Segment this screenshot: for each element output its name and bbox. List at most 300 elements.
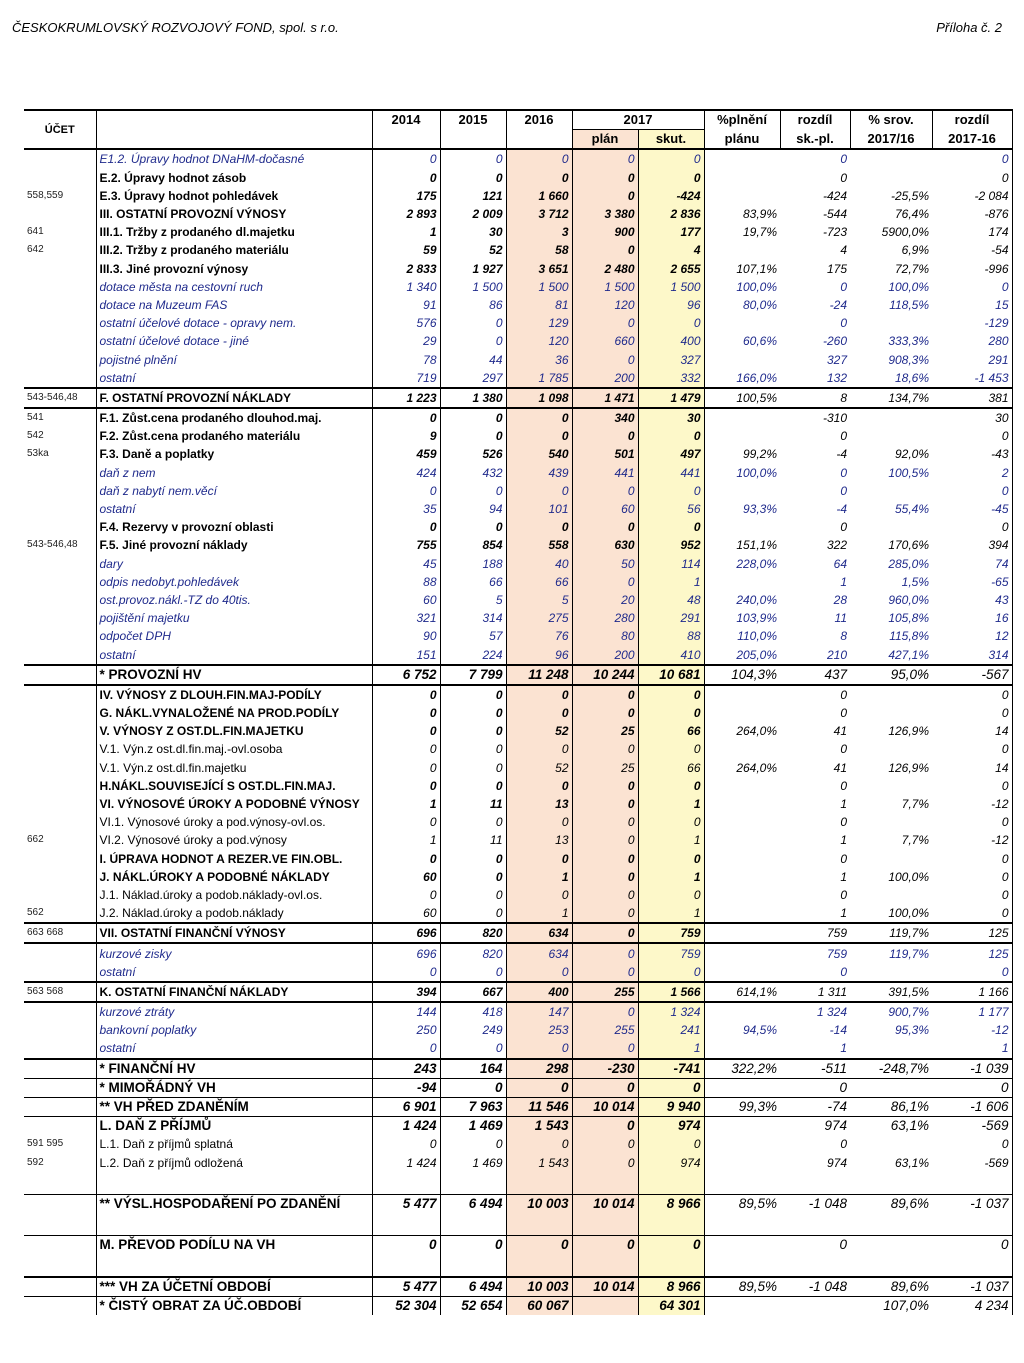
value-srov [850,314,932,332]
value-skut: 759 [638,923,704,943]
value-2015: 188 [440,555,506,573]
value-rozdil: 327 [826,352,848,367]
value-2014: 0 [372,1235,440,1254]
value-rozdil-2017-16: 74 [932,555,1012,573]
value-2015: 0 [440,314,506,332]
table-row [24,665,1012,685]
value-rozdil: 0 [780,1235,850,1254]
value-rozdil-2017-16 [932,1213,1012,1236]
value-srov: 105,8% [888,611,930,626]
value-pct-plneni: 60,6% [742,334,778,349]
value-srov: 92,0% [894,447,930,462]
row-label: I. ÚPRAVA HODNOT A REZER.VE FIN.OBL. [96,850,372,868]
row-label: J. NÁKL.ÚROKY A PODOBNÉ NÁKLADY [96,868,372,886]
value-plan: 0 [572,169,638,187]
value-rozdil: 1 311 [780,982,850,1002]
value-plan: 3 380 [572,205,638,223]
value-srov: 285,0% [888,556,930,571]
value-2015: 0 [440,904,506,923]
value-plan: 10 014 [572,1097,638,1116]
value-2016: 13 [506,795,572,813]
value-rozdil-2017-16: -876 [932,205,1012,223]
value-skut: 0 [638,149,704,168]
value-2016: 3 [506,223,572,241]
value-2016: 1 785 [506,369,572,388]
row-label: kurzové ztráty [96,1002,372,1021]
income-statement-table [24,109,1013,1315]
account-code [24,350,96,368]
value-rozdil: 1 324 [816,1005,848,1020]
account-code: 592 [24,1154,96,1172]
value-pct-plneni: 103,9% [736,611,778,626]
account-code [24,464,96,482]
skut-header: skut. [638,130,704,150]
value-2014: 0 [372,704,440,722]
row-label: ostatní [96,1039,372,1058]
value-rozdil: 0 [840,483,848,498]
value-2016: 0 [506,1078,572,1097]
table-row [24,795,1012,813]
value-2016: 0 [506,704,572,722]
value-rozdil: 322 [826,538,848,553]
company-name: ČESKOKRUMLOVSKÝ ROZVOJOVÝ FOND, spol. s r.o. [12,20,339,35]
value-2016: 0 [506,963,572,982]
value-2014: 1 424 [372,1117,440,1136]
table-row [24,314,1012,332]
value-srov: 89,6% [850,1194,932,1213]
value-pct-plneni [704,740,780,758]
value-pct-plneni [704,685,780,704]
value-rozdil: -4 [836,447,848,462]
value-2015: 6 494 [440,1277,506,1297]
row-label: F.2. Zůst.cena prodaného materiálu [96,427,372,445]
row-label: J.1. Náklad.úroky a podob.náklady-ovl.os. [96,886,372,904]
value-2015: 249 [440,1021,506,1039]
value-2014: 0 [372,1135,440,1153]
table-row [24,1039,1012,1058]
row-label: * MIMOŘÁDNÝ VH [96,1078,372,1097]
row-label: VI.1. Výnosové úroky a pod.výnosy-ovl.os. [96,813,372,831]
value-rozdil-2017-16 [932,1172,1012,1195]
value-rozdil-2017-16: 0 [932,904,1012,923]
account-code [24,1021,96,1039]
row-label [96,1172,372,1195]
value-pct-plneni [704,943,780,962]
value-skut: 114 [638,555,704,573]
account-code: 543-546,48 [24,388,96,408]
value-rozdil-2017-16: 0 [932,685,1012,704]
row-label: pojištění majetku [96,609,372,627]
value-2015: 52 654 [440,1297,506,1316]
value-2014: 0 [372,886,440,904]
value-srov: 86,1% [850,1097,932,1116]
value-2016: 10 003 [506,1194,572,1213]
account-code [24,500,96,518]
value-pct-plneni [704,795,780,813]
value-2015: 0 [440,759,506,777]
account-code [24,1059,96,1079]
table-row [24,813,1012,831]
value-rozdil-2017-16: 1 177 [932,1002,1012,1021]
value-pct-plneni: 205,0% [736,647,778,662]
value-rozdil: 0 [780,685,850,704]
value-rozdil: -424 [822,188,848,203]
row-label: L.1. Daň z příjmů splatná [96,1135,372,1153]
value-pct-plneni: 151,1% [736,538,778,553]
value-srov: 63,1% [850,1117,932,1136]
value-pct-plneni: 240,0% [736,592,778,607]
value-rozdil-2017-16: 0 [932,278,1012,296]
value-plan: 900 [572,223,638,241]
value-2015: 0 [440,685,506,704]
value-2016: 1 098 [506,388,572,408]
value-2016: 0 [506,518,572,536]
value-2014: 5 477 [372,1194,440,1213]
rozdil-sub-header: sk.-pl. [780,130,850,150]
value-2015: 1 469 [440,1117,506,1136]
value-skut: 8 966 [638,1277,704,1297]
value-2016: 13 [506,831,572,849]
value-rozdil: 8 [840,629,848,644]
account-code [24,1039,96,1058]
value-pct-plneni [704,923,780,943]
account-code [24,609,96,627]
value-rozdil-2017-16: 291 [932,350,1012,368]
value-2016: 0 [506,408,572,427]
value-plan: 10 244 [572,665,638,685]
value-rozdil [780,1213,850,1236]
value-plan [572,1254,638,1277]
pct-plneni-header: %plnění [704,110,780,130]
value-rozdil [780,1172,850,1195]
ucet-header: ÚČET [24,110,96,149]
value-srov: 100,0% [888,279,930,294]
value-srov [850,963,932,982]
row-label: III. OSTATNÍ PROVOZNÍ VÝNOSY [96,205,372,223]
row-label: VI. VÝNOSOVÉ ÚROKY A PODOBNÉ VÝNOSY [96,795,372,813]
value-2014: 576 [372,314,440,332]
value-2014: 91 [372,296,440,314]
row-label [96,1254,372,1277]
value-2014: 0 [372,850,440,868]
table-row [24,982,1012,1002]
value-plan: 0 [572,850,638,868]
value-plan: 0 [572,831,638,849]
table-row [24,904,1012,923]
value-rozdil-2017-16: -45 [932,500,1012,518]
value-rozdil: 0 [840,429,848,444]
value-rozdil-2017-16: 0 [932,518,1012,536]
account-code: 563 568 [24,982,96,1002]
row-label: III.3. Jiné provozní výnosy [96,260,372,278]
value-rozdil-2017-16: 30 [932,408,1012,427]
account-code [24,1078,96,1097]
value-2014 [372,1254,440,1277]
value-plan: 0 [572,923,638,943]
value-pct-plneni: 264,0% [736,724,778,739]
account-code [24,369,96,388]
account-code: 642 [24,241,96,259]
account-code: 558,559 [24,187,96,205]
value-skut: 0 [638,685,704,704]
value-2015: 86 [440,296,506,314]
account-code [24,1117,96,1136]
value-2016: 0 [506,1039,572,1058]
value-rozdil: 1 [840,906,848,921]
value-rozdil-2017-16: 394 [932,536,1012,554]
value-rozdil-2017-16: 0 [932,1078,1012,1097]
value-skut: 241 [638,1021,704,1039]
value-skut: 759 [638,943,704,962]
value-2014: 719 [372,369,440,388]
value-plan: 0 [572,187,638,205]
value-pct-plneni: 104,3% [704,665,780,685]
value-plan: 441 [572,464,638,482]
value-2014: 0 [372,685,440,704]
value-plan: 0 [572,1002,638,1021]
table-row [24,740,1012,758]
value-2014: 321 [372,609,440,627]
value-2014: 0 [372,169,440,187]
value-2014: 5 477 [372,1277,440,1297]
value-2016: 0 [506,886,572,904]
table-row [24,205,1012,223]
table-row [24,722,1012,740]
value-2016: 1 500 [506,278,572,296]
account-code: 562 [24,904,96,923]
value-plan: 0 [572,704,638,722]
value-pct-plneni [704,427,780,445]
row-label: dotace města na cestovní ruch [96,278,372,296]
value-rozdil: 41 [833,760,848,775]
value-rozdil-2017-16: 1 [932,1039,1012,1058]
row-label: III.1. Tržby z prodaného dl.majetku [96,223,372,241]
table-row [24,963,1012,982]
value-plan: 0 [572,350,638,368]
value-2015: 432 [440,464,506,482]
value-rozdil-2017-16: 0 [932,169,1012,187]
value-rozdil-2017-16: -54 [932,241,1012,259]
value-srov [850,685,932,704]
value-2015: 0 [440,408,506,427]
value-pct-plneni: 89,5% [704,1194,780,1213]
value-pct-plneni: 100,5% [704,388,780,408]
value-2015: 44 [440,350,506,368]
value-pct-plneni [704,904,780,923]
value-2016: 1 543 [506,1117,572,1136]
value-2015: 5 [440,591,506,609]
value-pct-plneni [704,149,780,168]
value-rozdil: 0 [840,706,848,721]
account-code: 662 [24,831,96,849]
value-skut: 497 [638,445,704,463]
table-row [24,1297,1012,1316]
value-srov: 115,8% [889,629,930,644]
rozdil-header: rozdíl [780,110,850,130]
value-rozdil-2017-16: -569 [932,1154,1012,1172]
value-rozdil: 0 [840,742,848,757]
year-2016-header: 2016 [506,110,572,130]
value-plan: 0 [572,904,638,923]
value-skut: 0 [638,518,704,536]
table-row [24,500,1012,518]
value-rozdil-2017-16: -569 [932,1117,1012,1136]
row-label: VI.2. Výnosové úroky a pod.výnosy [96,831,372,849]
value-pct-plneni: 228,0% [736,556,778,571]
value-plan [572,1213,638,1236]
account-code [24,886,96,904]
value-srov [850,427,932,445]
value-2014: 29 [372,332,440,350]
table-row [24,868,1012,886]
value-rozdil-2017-16 [932,1254,1012,1277]
value-srov: 89,6% [850,1277,932,1297]
value-rozdil: 1 [840,1041,848,1056]
table-row [24,555,1012,573]
row-label: F.3. Daně a poplatky [96,445,372,463]
value-plan: 280 [572,609,638,627]
value-rozdil: -544 [822,207,848,222]
value-2014: 60 [372,591,440,609]
value-2014: 9 [372,427,440,445]
value-plan: 0 [572,1135,638,1153]
account-code [24,740,96,758]
table-row [24,1117,1012,1136]
value-rozdil: 0 [840,170,848,185]
value-2014: 144 [372,1002,440,1021]
value-2014: 1 [372,795,440,813]
value-srov [850,1172,932,1195]
value-2014: 1 424 [372,1154,440,1172]
account-code [24,868,96,886]
value-pct-plneni: 93,3% [742,502,778,517]
value-srov: 119,7% [850,923,932,943]
value-2014: 0 [372,482,440,500]
value-pct-plneni [704,868,780,886]
account-code [24,1254,96,1277]
value-2016: 120 [506,332,572,350]
table-row [24,645,1012,664]
value-srov [850,777,932,795]
value-pct-plneni [704,1213,780,1236]
value-2014: 0 [372,1039,440,1058]
value-pct-plneni [704,1135,780,1153]
value-2016: 96 [506,645,572,664]
row-label: F.1. Zůst.cena prodaného dlouhod.maj. [96,408,372,427]
value-2016 [506,1213,572,1236]
value-2016: 253 [506,1021,572,1039]
value-2016: 147 [506,1002,572,1021]
account-code [24,685,96,704]
value-skut: 1 [638,868,704,886]
row-label: ostatní účelové dotace - opravy nem. [96,314,372,332]
value-pct-plneni: 94,5% [742,1023,778,1038]
value-plan: 0 [572,482,638,500]
row-label: L. DAŇ Z PŘÍJMŮ [96,1117,372,1136]
value-srov [850,1213,932,1236]
value-srov: 333,3% [888,334,930,349]
value-plan: 200 [572,645,638,664]
table-row [24,482,1012,500]
value-plan: 0 [572,1078,638,1097]
value-2014: 88 [372,573,440,591]
srov-sub-header: 2017/16 [850,130,932,150]
attachment-label: Příloha č. 2 [936,20,1002,35]
account-code [24,1213,96,1236]
table-row [24,1002,1012,1021]
table-row [24,704,1012,722]
value-skut: 0 [638,482,704,500]
value-srov [850,1235,932,1254]
value-2015: 1 500 [440,278,506,296]
value-skut: 0 [638,886,704,904]
value-2016: 3 651 [506,260,572,278]
table-row [24,408,1012,427]
value-2014: 1 223 [372,388,440,408]
value-plan: 25 [572,722,638,740]
table-row [24,1097,1012,1116]
row-label: G. NÁKL.VYNALOŽENÉ NA PROD.PODÍLY [96,704,372,722]
row-label: ostatní účelové dotace - jiné [96,332,372,350]
value-2015: 0 [440,1235,506,1254]
value-2014: 696 [372,923,440,943]
value-2016: 66 [506,573,572,591]
row-label: ostatní [96,645,372,664]
value-plan: 0 [572,573,638,591]
account-code [24,1194,96,1213]
value-plan: 0 [572,518,638,536]
value-rozdil: 0 [840,815,848,830]
value-2015: 1 469 [440,1154,506,1172]
account-code: 541 [24,408,96,427]
value-2016: 298 [506,1059,572,1079]
row-label: ** VH PŘED ZDANĚNÍM [96,1097,372,1116]
value-pct-plneni [704,573,780,591]
value-2015 [440,1254,506,1277]
value-rozdil: 0 [840,1137,848,1152]
value-srov: -25,5% [890,188,930,203]
value-plan: 660 [572,332,638,350]
value-skut: 400 [638,332,704,350]
value-rozdil-2017-16: 15 [932,296,1012,314]
row-label: ostatní [96,369,372,388]
value-2015: 0 [440,332,506,350]
value-srov [850,518,932,536]
account-code [24,795,96,813]
value-2014: 2 833 [372,260,440,278]
value-srov: 170,6% [888,538,930,553]
value-rozdil: 175 [826,261,848,276]
row-label: E.3. Úpravy hodnot pohledávek [96,187,372,205]
value-2014: 175 [372,187,440,205]
value-2015: 6 494 [440,1194,506,1213]
row-label: dotace na Muzeum FAS [96,296,372,314]
value-pct-plneni [704,963,780,982]
value-srov: 100,0% [888,906,930,921]
value-2015: 0 [440,704,506,722]
value-srov: 391,5% [850,982,932,1002]
value-2016: 0 [506,740,572,758]
value-2014: 394 [372,982,440,1002]
value-plan: 60 [572,500,638,518]
value-skut: 0 [638,314,704,332]
value-skut: 56 [638,500,704,518]
value-2015: 0 [440,886,506,904]
value-skut: 0 [638,169,704,187]
value-rozdil: -1 048 [780,1277,850,1297]
value-pct-plneni [704,1254,780,1277]
value-srov: 427,1% [888,647,930,662]
